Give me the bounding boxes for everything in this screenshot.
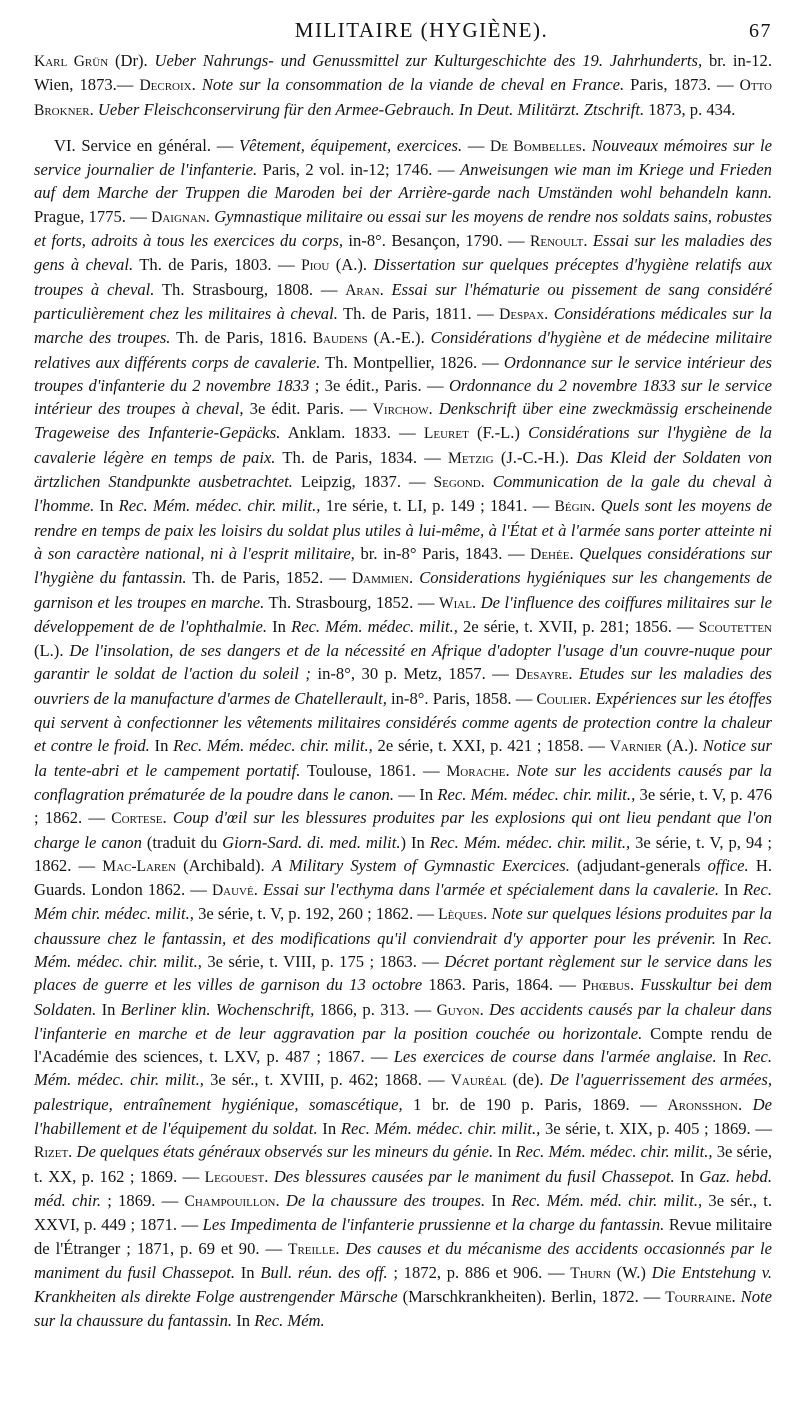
- text-run: Th. de Paris, 1816.: [170, 328, 313, 348]
- text-run: ; 1872, p. 886 et 906. —: [387, 1262, 571, 1282]
- text-run: .: [569, 543, 580, 563]
- italic-title-run: De quelques états généraux observés sur les mineurs du génie.: [76, 1142, 494, 1162]
- text-run: (J.-C.-H.).: [493, 447, 577, 467]
- italic-title-run: Des accidents causés par la chaleur dans l'infanterie en marche et de leur aggravation par la position couchée ou horizontale.: [34, 999, 772, 1043]
- bibliography-block-general-service: [34, 134, 772, 1333]
- italic-title-run: De l'aguerrissement des armées, palestrique, entraînement hygiénique, somascétique,: [34, 1070, 772, 1114]
- italic-title-run: Rec. Mém. méd. chir. milit.,: [511, 1190, 703, 1210]
- text-run: 2e série, t. XVII, p. 281; 1856. —: [457, 616, 699, 636]
- author-name-run: Bégin: [554, 498, 592, 516]
- text-run: Toulouse, 1861. —: [300, 760, 447, 780]
- italic-title-run: Anweisungen wie man im Kriege und Frieden auf dem Marche der Truppen die Maroden bei der Arrière-garde nach Umständen wohl behandeln kann.: [34, 160, 772, 203]
- text-run: Revue militaire de l'Étranger ; 1871, p. 69 et 90. —: [34, 1215, 773, 1258]
- author-name-run: Coulier: [536, 690, 588, 708]
- author-name-run: Cortese: [111, 810, 163, 828]
- text-run: Th. Strasbourg, 1852. —: [264, 592, 439, 612]
- author-name-run: Scoutetten: [698, 618, 772, 636]
- text-run: 3e sér., t. XVIII, p. 462; 1868. —: [203, 1070, 451, 1090]
- italic-title-run: Ordonnance du 2 novembre 1833 sur le service intérieur des troupes à cheval,: [34, 375, 772, 419]
- italic-title-run: Denkschrift über eine zweckmässig erscheinende Trageweise des Infanterie-Gepäcks.: [34, 399, 772, 443]
- text-run: Paris, 2 vol. in-12; 1746. —: [257, 160, 460, 180]
- italic-title-run: Rec. Mém. médec. chir. milit.,: [34, 1047, 772, 1090]
- italic-title-run: Décret portant règlement sur le service dans les places de guerre et les villes de garnison du 13 octobre: [34, 951, 772, 995]
- text-run: .: [379, 279, 392, 299]
- text-run: In: [232, 1311, 255, 1331]
- italic-title-run: Rec. Mém. médec. chir. milit.,: [34, 928, 772, 971]
- italic-title-run: Rec. Mém. médec. chir. milit.,: [118, 496, 321, 516]
- author-name-run: Aran: [345, 281, 380, 299]
- italic-title-run: office.: [707, 855, 749, 875]
- running-title: MILITAIRE (HYGIÈNE).: [294, 18, 549, 42]
- italic-title-run: Gaz. hebd. méd. chir.: [34, 1166, 772, 1210]
- italic-title-run: De l'insolation, de ses dangers et de la nécessité en Afrique d'adopter l'usage d'un couvre-nuque pour garantir le soldat de l'action du soleil ;: [34, 641, 773, 684]
- author-name-run: Renoult: [530, 233, 584, 251]
- italic-title-run: Des causes et du mécanisme des accidents occasionnés par le maniment du fusil Chassepot.: [34, 1238, 772, 1282]
- italic-title-run: Essai sur l'hématurie ou pissement de sang considéré particulièrement chez les militaires à cheval.: [34, 279, 772, 323]
- italic-title-run: Considérations médicales sur la marche des troupes.: [34, 303, 772, 348]
- italic-title-run: Rec. Mém. médec. chir. milit.,: [173, 736, 373, 756]
- bibliography-block-nutrition: [34, 49, 772, 122]
- author-name-run: Guyon: [436, 1001, 480, 1019]
- italic-title-run: Expériences sur les étoffes qui servent à confectionner les vêtements militaires considérés comme agents de protection contre la chaleur et contre le froid.: [34, 688, 772, 756]
- author-name-run: Varnier: [609, 738, 662, 756]
- text-run: .: [471, 592, 481, 612]
- text-run: Th. Strasbourg, 1808. —: [154, 279, 346, 299]
- author-name-run: Leuret: [423, 425, 469, 443]
- text-run: (traduit du: [141, 832, 223, 852]
- text-run: (A.).: [661, 736, 703, 756]
- author-name-run: Legouest: [204, 1168, 265, 1186]
- author-name-run: Otto Brokner: [34, 77, 773, 119]
- author-name-run: Piou: [301, 257, 330, 275]
- text-run: .: [591, 496, 601, 516]
- text-run: (L.).: [34, 641, 70, 661]
- text-run: (adjudant-generals: [569, 855, 708, 875]
- author-name-run: Treille: [288, 1240, 336, 1258]
- italic-title-run: Note sur les accidents causés par la conflagration prématurée de la poudre dans le canon.: [34, 760, 772, 804]
- italic-title-run: Ueber Nahrungs- und Genussmittel zur Kulturgeschichte des 19. Jahrhunderts,: [154, 51, 703, 70]
- text-run: Paris, 1873. —: [624, 75, 740, 95]
- text-run: In: [493, 1142, 516, 1162]
- author-name-run: Vauréal: [450, 1072, 507, 1090]
- text-run: (de).: [506, 1070, 550, 1090]
- author-name-run: Dehée: [530, 545, 570, 563]
- italic-title-run: Ueber Fleischconservirung für den Armee-Gebrauch. In Deut. Militärzt. Ztschrift.: [97, 99, 645, 119]
- text-run: In: [317, 1119, 341, 1139]
- text-run: br. in-8° Paris, 1843. —: [354, 543, 531, 563]
- text-run: 1re série, t. LI, p. 149 ; 1841. —: [320, 496, 555, 516]
- italic-title-run: Note sur la consommation de la viande de cheval en France.: [201, 75, 625, 95]
- text-run: Th. de Paris, 1811. —: [337, 303, 500, 323]
- text-run: 3e série, t. V, p. 476 ; 1862. —: [34, 784, 772, 828]
- author-name-run: Segond: [433, 474, 481, 492]
- italic-title-run: Rec. Mém. médec. chir. milit.,: [515, 1142, 713, 1162]
- italic-title-run: Rec. Mém. médec. chir. milit.,: [437, 784, 636, 804]
- text-run: .: [479, 999, 490, 1019]
- text-run: ; 3e édit., Paris. —: [309, 375, 449, 395]
- text-run: —: [462, 135, 491, 155]
- italic-title-run: Ordonnance sur le service intérieur des troupes d'infanterie du 2 novembre 1833: [34, 352, 772, 395]
- author-name-run: Karl Grün: [34, 53, 109, 70]
- text-run: .: [264, 1166, 274, 1186]
- italic-title-run: Considérations d'hygiène et de médecine militaire relatives aux différents corps de cavalerie.: [34, 328, 772, 372]
- text-run: VI. Service en général. —: [54, 135, 239, 155]
- italic-title-run: Bull. réun. des off.: [260, 1262, 388, 1282]
- italic-title-run: Rec. Mém. médec. milit.,: [291, 616, 458, 636]
- author-name-run: De Bombelles: [490, 137, 582, 155]
- text-run: .: [253, 880, 263, 900]
- italic-title-run: Quelques considérations sur l'hygiène du fantassin.: [34, 543, 772, 588]
- italic-title-run: Fusskultur bei dem Soldaten.: [34, 975, 773, 1019]
- italic-title-run: Coup d'œil sur les blessures produites par les explosions qui ont lieu pendant que l'on charge le canon: [34, 808, 773, 852]
- page-header: [34, 18, 772, 43]
- italic-title-run: Dissertation sur quelques préceptes d'hygiène relatifs aux troupes à cheval.: [34, 255, 772, 299]
- italic-title-run: Giorn-Sard. di. med. milit.: [222, 832, 401, 852]
- text-run: in-8°, 30 p. Metz, 1857. —: [310, 664, 516, 684]
- text-run: 1866, p. 313. —: [314, 999, 437, 1019]
- text-run: 3e série, t. V, p. 192, 260 ; 1862. —: [193, 904, 439, 924]
- italic-title-run: Rec. Mém.: [254, 1311, 325, 1331]
- author-name-run: Decroix: [139, 77, 192, 95]
- italic-title-run: A Military System of Gymnastic Exercices.: [271, 855, 570, 875]
- author-name-run: Metzig: [448, 449, 494, 467]
- text-run: ; 1869. —: [101, 1190, 185, 1210]
- text-run: .: [275, 1190, 286, 1210]
- text-run: .: [89, 99, 98, 119]
- text-run: Th. de Paris, 1852. —: [186, 568, 352, 588]
- text-run: .: [68, 1142, 77, 1162]
- italic-title-run: Des blessures causées par le maniment du fusil Chassepot.: [273, 1166, 675, 1186]
- text-run: Th. de Paris, 1834. —: [275, 447, 449, 467]
- text-run: Prague, 1775. —: [34, 206, 152, 226]
- text-run: .: [731, 1287, 741, 1307]
- italic-title-run: Essai sur les maladies des gens à cheval.: [34, 231, 773, 275]
- text-run: (Marschkrankheiten). Berlin, 1872. —: [397, 1287, 666, 1307]
- text-run: In: [149, 736, 174, 756]
- text-run: 3e édit. Paris. —: [243, 399, 373, 419]
- text-run: in-8°. Paris, 1858. —: [386, 688, 537, 708]
- author-name-run: Desayre: [515, 666, 569, 684]
- text-run: 3e série, t. XX, p. 162 ; 1869. —: [34, 1142, 773, 1186]
- italic-title-run: Note sur la chaussure du fantassin.: [34, 1287, 772, 1331]
- text-run: (Dr).: [108, 51, 155, 70]
- author-name-run: Wial: [438, 594, 472, 612]
- text-run: 1873, p. 434.: [644, 99, 736, 119]
- text-run: .: [409, 568, 420, 588]
- italic-title-run: Etudes sur les maladies des ouvriers de la manufacture d'armes de Chatellerault,: [34, 664, 773, 708]
- author-name-run: Virchow: [372, 401, 429, 419]
- author-name-run: Despax: [499, 305, 545, 323]
- author-name-run: Lèques: [438, 906, 484, 924]
- text-run: (W.): [610, 1262, 652, 1282]
- text-run: In: [96, 999, 121, 1019]
- italic-title-run: Les exercices de course dans l'armée anglaise.: [393, 1047, 717, 1067]
- italic-title-run: Note sur quelques lésions produites par la chaussure chez le fantassin, et des modifications qu'il conviendrait d'y apporter pour les prévenir.: [34, 904, 773, 948]
- author-name-run: Mac-Laren: [102, 857, 176, 875]
- text-run: Leipzig, 1837. —: [292, 472, 434, 492]
- italic-title-run: Gymnastique militaire ou essai sur les moyens de rendre nos soldats sains, robustes et forts, adroits à tous les exercices du corps,: [34, 206, 773, 251]
- text-run: 2e série, t. XXI, p. 421 ; 1858. —: [372, 736, 610, 756]
- text-run: .: [335, 1238, 346, 1258]
- text-run: .: [505, 760, 517, 780]
- text-run: In: [485, 1190, 512, 1210]
- text-run: .: [191, 75, 202, 95]
- italic-title-run: De l'habillement et de l'équipement du soldat.: [34, 1094, 773, 1139]
- text-run: In: [94, 496, 119, 516]
- text-run: .: [480, 472, 493, 492]
- author-name-run: Champouillon: [184, 1192, 276, 1210]
- author-name-run: Daignan: [151, 208, 206, 226]
- italic-title-run: Rec. Mém chir. médec. milit.,: [34, 880, 773, 924]
- text-run: 1 br. de 190 p. Paris, 1869. —: [402, 1094, 668, 1114]
- text-run: .: [544, 303, 554, 323]
- text-run: In: [719, 880, 743, 900]
- text-run: 3e série, t. V, p, 94 ; 1862. —: [34, 832, 772, 875]
- text-run: in-8°. Besançon, 1790. —: [343, 231, 531, 251]
- author-name-run: Dauvé: [211, 882, 254, 900]
- text-run: In: [674, 1166, 700, 1186]
- text-run: In: [715, 928, 743, 948]
- text-run: 3e sér., t. XXVI, p. 449 ; 1871. —: [34, 1190, 773, 1235]
- text-run: (F.-L.): [468, 423, 529, 443]
- text-run: In: [267, 616, 292, 636]
- italic-title-run: Essai sur l'ecthyma dans l'armée et spécialement dans la cavalerie.: [262, 880, 719, 900]
- text-run: (A.).: [329, 255, 374, 275]
- italic-title-run: Nouveaux mémoires sur le service journalier de l'infanterie.: [34, 135, 773, 180]
- text-run: br. in-12. Wien, 1873.—: [34, 51, 773, 95]
- text-run: ) In: [400, 832, 430, 852]
- author-name-run: Baudens: [312, 330, 368, 348]
- italic-title-run: Considerations hygiéniques sur les changements de garnison et les troupes en marche.: [34, 568, 772, 612]
- italic-title-run: Quels sont les moyens de rendre en temps de paix les loisirs du soldat plus utiles à lui-même, à l'État et à l'armée sans porter atteinte ni à son caractère national, ni à l'esprit militaire,: [34, 496, 773, 563]
- text-run: .: [583, 231, 593, 251]
- italic-title-run: Notice sur la tente-abri et le campement portatif.: [34, 736, 772, 780]
- text-run: .: [205, 206, 215, 226]
- text-run: .: [737, 1094, 753, 1114]
- text-run: Th. Montpellier, 1826. —: [320, 352, 504, 372]
- text-run: 3e série, t. XIX, p. 405 ; 1869. —: [540, 1119, 773, 1139]
- text-run: .: [428, 399, 439, 419]
- author-name-run: Thurn: [570, 1264, 611, 1282]
- author-name-run: Phœbus: [582, 977, 631, 995]
- text-run: Anklam. 1833. —: [280, 423, 424, 443]
- text-run: Th. de Paris, 1803. —: [133, 255, 302, 275]
- italic-title-run: De l'influence des coiffures militaires sur le développement de de l'ophthalmie.: [34, 592, 773, 636]
- author-name-run: Morache: [446, 762, 506, 780]
- text-run: .: [568, 664, 580, 684]
- italic-title-run: Communication de la gale du cheval à l'homme.: [34, 472, 773, 516]
- italic-title-run: Die Entstehung v. Krankheiten als direkte Folge austrengender Märsche: [34, 1262, 773, 1307]
- italic-title-run: Considérations sur l'hygiène de la cavalerie légère en temps de paix.: [34, 423, 772, 467]
- text-run: (A.-E.).: [367, 328, 431, 348]
- text-run: .: [581, 135, 592, 155]
- author-name-run: Tourraine: [665, 1289, 732, 1307]
- text-run: .: [162, 808, 173, 828]
- author-name-run: Dammien: [351, 570, 409, 588]
- text-run: 3e série, t. VIII, p. 175 ; 1863. —: [201, 951, 445, 971]
- italic-title-run: Vêtement, équipement, exercices.: [239, 135, 463, 155]
- italic-title-run: De la chaussure des troupes.: [285, 1190, 486, 1210]
- text-run: In: [235, 1262, 261, 1282]
- page-number: 67: [749, 20, 772, 42]
- text-run: (Archibald).: [175, 855, 272, 875]
- text-run: Compte rendu de l'Académie des sciences, t. LXV, p. 487 ; 1867. —: [34, 1023, 773, 1067]
- italic-title-run: Das Kleid der Soldaten von ärtzlichen Standpunkte ausbetrachtet.: [34, 447, 773, 492]
- text-run: .: [630, 975, 641, 995]
- italic-title-run: Rec. Mém. médec. chir. milit.,: [340, 1119, 541, 1139]
- text-run: 1863. Paris, 1864. —: [422, 975, 583, 995]
- italic-title-run: Berliner klin. Wochenschrift,: [120, 999, 315, 1019]
- text-run: .: [483, 904, 492, 924]
- italic-title-run: Les Impedimenta de l'infanterie prussienne et la charge du fantassin.: [202, 1215, 665, 1235]
- author-name-run: Aronsshon: [667, 1096, 738, 1114]
- italic-title-run: Rec. Mém. médec. chir. milit.,: [429, 832, 631, 852]
- text-run: H. Guards. London 1862. —: [34, 855, 772, 900]
- text-run: In: [716, 1047, 743, 1067]
- author-name-run: Rizet: [34, 1144, 69, 1162]
- text-run: .: [587, 688, 596, 708]
- text-run: — In: [394, 784, 438, 804]
